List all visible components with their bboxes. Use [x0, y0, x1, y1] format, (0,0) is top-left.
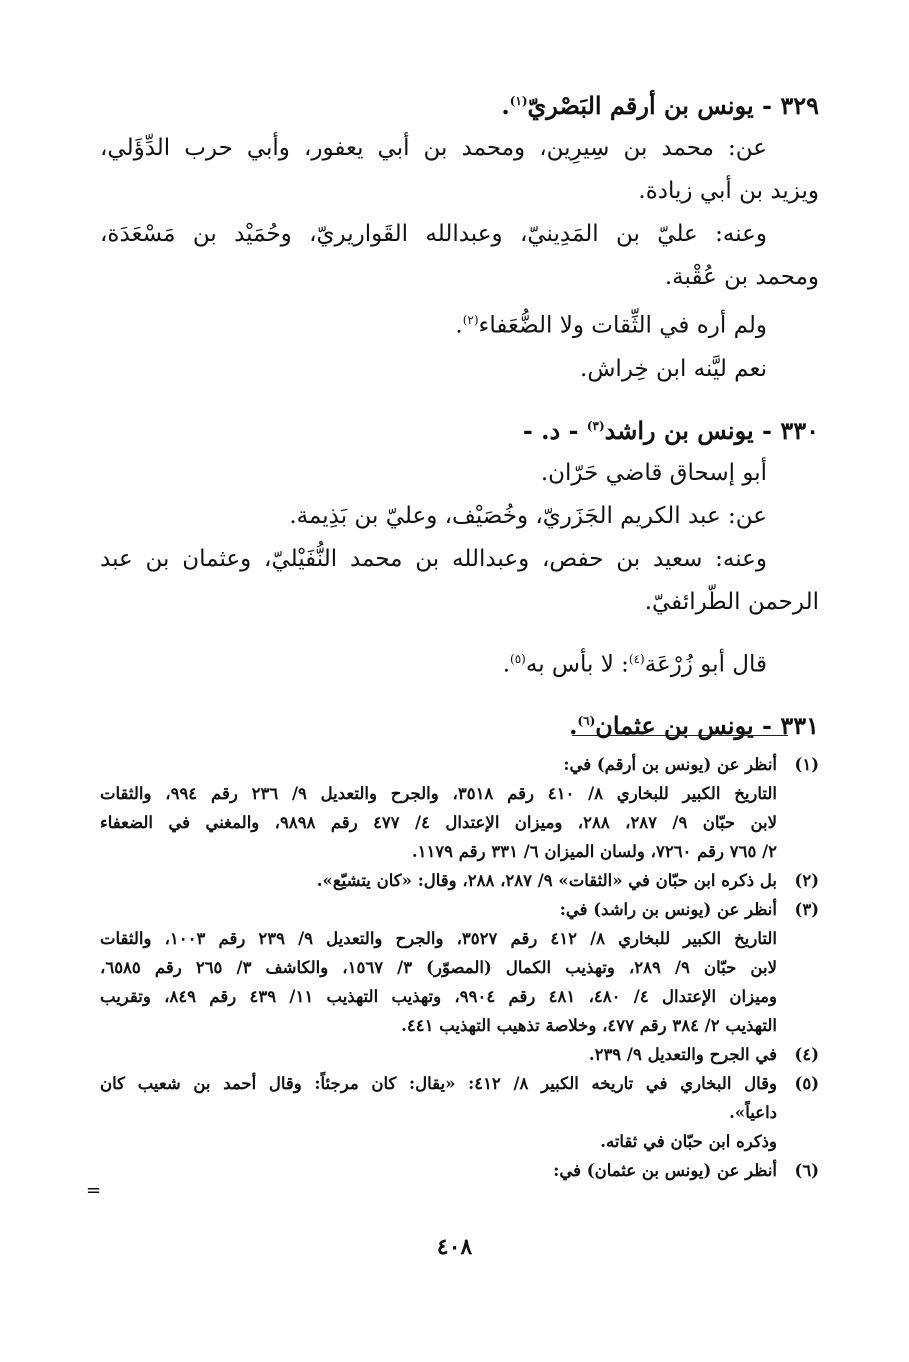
text-segment: ولم أره في الثِّقات ولا الضُّعَفاء	[478, 312, 767, 339]
entry-heading	[100, 700, 819, 747]
entry-heading-text: ٣٣١ - يونس بن عثمان	[595, 711, 819, 741]
footnote-line: التاريخ الكبير للبخاري ٨/ ٤١٢ رقم ٣٥٢٧، والجرح والتعديل ٩/ ٢٣٩ رقم ١٠٠٣، والثقات	[100, 929, 777, 948]
continuation-mark: =	[86, 1180, 102, 1201]
footnote-line: أنظر عن (يونس بن أرقم) في:	[563, 755, 777, 774]
footnote-body	[100, 750, 777, 866]
footnote-ref: (٢)	[462, 313, 479, 327]
footnote-number: (٤)	[794, 1045, 819, 1064]
footnote-body	[100, 1069, 777, 1156]
spacer	[100, 624, 819, 638]
footnote-body	[100, 1040, 777, 1069]
text-segment: .	[455, 312, 463, 339]
entry-heading-text: ٣٢٩ - يونس بن أرقم البَصْريّ	[527, 91, 819, 120]
main-text	[100, 80, 819, 747]
text-line: عن: محمد بن سِيرِين، ومحمد بن أبي يعفور، وأبي حرب الدِّؤَلي،	[100, 135, 767, 161]
footnote-body	[100, 895, 777, 1040]
footnote-body	[100, 866, 777, 895]
footnote-line: أنظر عن (يونس بن راشد) في:	[559, 900, 777, 919]
footnote-number: (٥)	[794, 1074, 819, 1093]
footnote-ref: (٥)	[510, 651, 526, 666]
text-line: عن: عبد الكريم الجَزَريّ، وخُصَيْف، وعليّ بن بَذِيمة.	[289, 502, 767, 529]
spacer	[100, 391, 819, 405]
footnote-line: داعياً».	[729, 1103, 777, 1122]
footnote-number: (٦)	[794, 1161, 819, 1180]
text-line	[100, 638, 819, 687]
footnote-line: لابن حبّان ٩/ ٢٨٧، ٢٨٨، وميزان الإعتدال ٤/ ٤٧٧ رقم ٩٨٩٨، والمغني في الضعفاء	[100, 813, 777, 832]
footnote-line: ٢/ ٧٦٥ رقم ٧٢٦٠، ولسان الميزان ٦/ ٣٣١ رقم ١١٧٩.	[411, 842, 777, 861]
text-line: ومحمد بن عُقْبة.	[664, 264, 819, 290]
footnote-line: أنظر عن (يونس بن عثمان) في:	[553, 1161, 777, 1180]
page-number: ٤٠٨	[436, 1234, 473, 1260]
text-line: نعم ليَّنه ابن خِراش.	[580, 355, 767, 382]
text-line: أبو إسحاق قاضي حَرّان.	[540, 459, 767, 486]
footnote	[100, 895, 819, 1040]
footnote-body	[100, 1156, 777, 1185]
footnote-separator	[572, 735, 788, 736]
footnote-ref: (٤)	[628, 651, 645, 666]
entry-heading-tail: - د. -	[522, 415, 587, 445]
text-line: وعنه: سعيد بن حفص، وعبدالله بن محمد النُّفَيْليّ، وعثمان بن عبد	[100, 545, 767, 572]
text-segment: : لا بأس به	[525, 651, 629, 678]
footnote-line: وقال البخاري في تاريخه الكبير ٨/ ٤١٢: «يقال: كان مرجئاً: وقال أحمد بن شعيب كان	[100, 1074, 777, 1093]
footnote	[100, 866, 819, 895]
text-line	[100, 299, 819, 348]
footnote	[100, 750, 819, 866]
footnote-line: التاريخ الكبير للبخاري ٨/ ٤١٠ رقم ٣٥١٨، والجرح والتعديل ٩/ ٢٣٦ رقم ٩٩٤، والثقات	[100, 784, 777, 803]
footnote-number: (٢)	[794, 871, 819, 890]
footnote-ref: (٣)	[586, 418, 605, 433]
footnote-number: (١)	[794, 755, 819, 774]
footnote	[100, 1156, 819, 1185]
text-line: ويزيد بن أبي زيادة.	[638, 178, 819, 204]
entry-heading-tail: .	[501, 91, 510, 120]
footnote-line: بل ذكره ابن حبّان في «الثقات» ٩/ ٢٨٧، ٢٨٨، وقال: «كان يتشيّع».	[316, 871, 777, 890]
text-line: الرحمن الطّرائفيّ.	[644, 588, 819, 615]
footnote-line: وميزان الإعتدال ٤/ ٤٨٠، ٤٨١ رقم ٩٩٠٤، وتهذيب التهذيب ١١/ ٤٣٩ رقم ٨٤٩، وتقريب	[100, 987, 777, 1006]
entry-heading-tail: .	[569, 711, 578, 741]
entry-heading	[100, 80, 819, 127]
entry-heading	[100, 405, 819, 452]
text-segment: .	[502, 651, 511, 678]
footnote	[100, 1069, 819, 1156]
footnote-number: (٣)	[794, 900, 819, 919]
footnote-line: وذكره ابن حبّان في ثقاته.	[600, 1132, 777, 1151]
footnote-line: في الجرح والتعديل ٩/ ٢٣٩.	[588, 1045, 777, 1064]
entry-heading-text: ٣٣٠ - يونس بن راشد	[604, 415, 819, 445]
footnote-line: التهذيب ٢/ ٣٨٤ رقم ٤٧٧، وخلاصة تذهيب التهذيب ٤٤١.	[401, 1016, 777, 1035]
footnotes	[100, 750, 819, 1185]
spacer	[100, 686, 819, 700]
footnote-line: لابن حبّان ٩/ ٢٨٩، وتهذيب الكمال (المصوّر) ٣/ ١٥٦٧، والكاشف ٣/ ٢٦٥ رقم ٦٥٨٥،	[100, 958, 777, 977]
text-segment: قال أبو زُرْعَة	[644, 651, 767, 678]
footnote	[100, 1040, 819, 1069]
footnote-ref: (١)	[509, 94, 528, 108]
text-line: وعنه: عليّ بن المَدِينيّ، وعبدالله القَواريريّ، وحُمَيْد بن مَسْعَدَة،	[100, 221, 767, 247]
footnote-ref: (٦)	[577, 714, 596, 729]
